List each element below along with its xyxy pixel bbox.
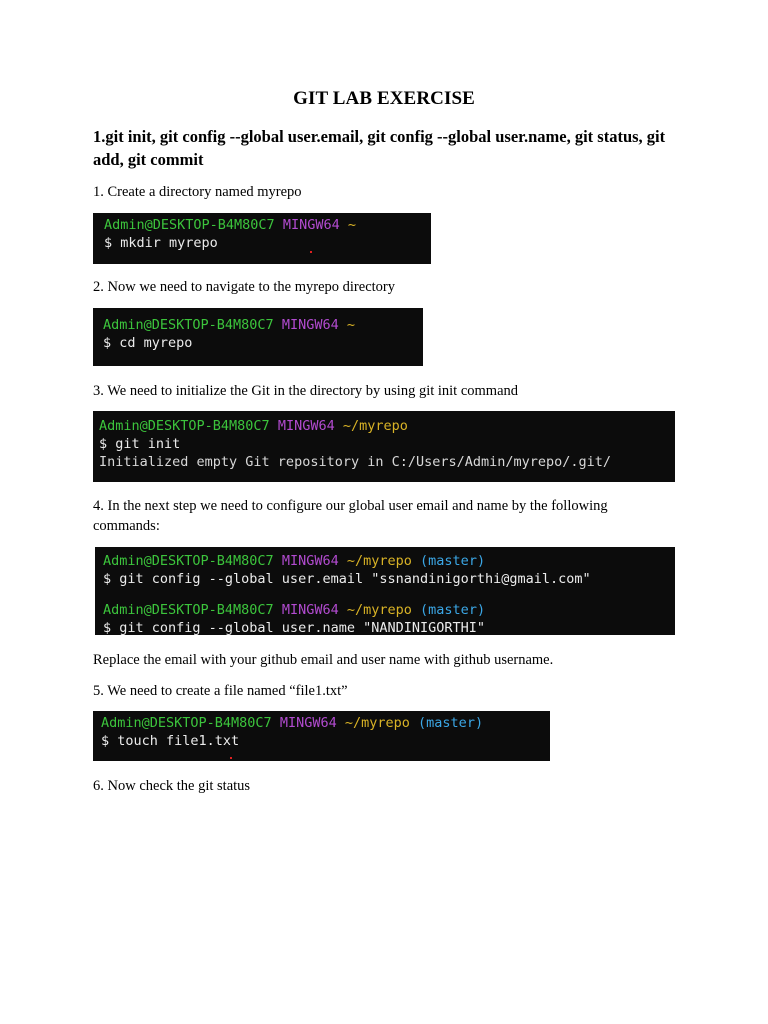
terminal-screenshot-git-init bbox=[93, 411, 675, 482]
step-2-text: 2. Now we need to navigate to the myrepo directory bbox=[93, 279, 395, 295]
prompt-env: MINGW64 bbox=[282, 217, 340, 233]
prompt-path: ~/myrepo bbox=[346, 602, 412, 618]
terminal-screenshot-git-config bbox=[95, 547, 675, 635]
prompt-branch: (master) bbox=[420, 602, 486, 618]
prompt-user: Admin@DESKTOP-B4M80C7 bbox=[103, 553, 274, 569]
prompt-env: MINGW64 bbox=[281, 317, 339, 333]
terminal-prompt-line bbox=[99, 417, 675, 435]
terminal-prompt-line bbox=[103, 552, 675, 570]
prompt-user: Admin@DESKTOP-B4M80C7 bbox=[103, 602, 274, 618]
page-title: GIT LAB EXERCISE bbox=[293, 88, 475, 109]
terminal-screenshot-touch bbox=[93, 711, 550, 761]
prompt-branch: (master) bbox=[418, 715, 484, 731]
replace-note-text: Replace the email with your github email and user name with github username. bbox=[93, 652, 554, 668]
section-heading: 1.git init, git config --global user.email, git config --global user.name, git status, git add, git commit bbox=[93, 127, 666, 169]
terminal-prompt-line bbox=[104, 216, 431, 234]
prompt-user: Admin@DESKTOP-B4M80C7 bbox=[99, 418, 270, 434]
terminal-command-line: $ git config --global user.email "ssnandinigorthi@gmail.com" bbox=[103, 571, 591, 587]
terminal-output-line: Initialized empty Git repository in C:/Users/Admin/myrepo/.git/ bbox=[99, 454, 612, 470]
terminal-prompt-line bbox=[103, 316, 423, 334]
terminal-screenshot-cd bbox=[93, 308, 423, 366]
terminal-blank-line bbox=[103, 588, 675, 601]
prompt-path: ~ bbox=[346, 317, 356, 333]
prompt-path: ~/myrepo bbox=[344, 715, 410, 731]
step-5-text: 5. We need to create a file named “file1.txt” bbox=[93, 683, 348, 699]
prompt-env: MINGW64 bbox=[277, 418, 335, 434]
prompt-path: ~/myrepo bbox=[346, 553, 412, 569]
prompt-user: Admin@DESKTOP-B4M80C7 bbox=[104, 217, 275, 233]
cursor-marker bbox=[230, 757, 232, 759]
prompt-env: MINGW64 bbox=[281, 602, 339, 618]
prompt-user: Admin@DESKTOP-B4M80C7 bbox=[103, 317, 274, 333]
prompt-branch: (master) bbox=[420, 553, 486, 569]
terminal-command-line: $ cd myrepo bbox=[103, 335, 193, 351]
step-1-text: 1. Create a directory named myrepo bbox=[93, 184, 302, 200]
terminal-command-line: $ git init bbox=[99, 436, 181, 452]
terminal-screenshot-mkdir bbox=[93, 213, 431, 264]
step-6-text: 6. Now check the git status bbox=[93, 778, 251, 794]
terminal-command-line: $ git config --global user.name "NANDINIGORTHI" bbox=[103, 620, 486, 635]
prompt-path: ~/myrepo bbox=[342, 418, 408, 434]
step-4-text: 4. In the next step we need to configure our global user email and name by the following commands: bbox=[93, 498, 608, 534]
cursor-marker bbox=[310, 251, 312, 253]
terminal-command-line: $ mkdir myrepo bbox=[104, 235, 218, 251]
terminal-prompt-line bbox=[101, 714, 550, 732]
prompt-env: MINGW64 bbox=[281, 553, 339, 569]
step-3-text: 3. We need to initialize the Git in the directory by using git init command bbox=[93, 383, 519, 399]
prompt-path: ~ bbox=[347, 217, 357, 233]
terminal-prompt-line bbox=[103, 601, 675, 619]
terminal-command-line: $ touch file1.txt bbox=[101, 733, 240, 749]
prompt-user: Admin@DESKTOP-B4M80C7 bbox=[101, 715, 272, 731]
prompt-env: MINGW64 bbox=[279, 715, 337, 731]
